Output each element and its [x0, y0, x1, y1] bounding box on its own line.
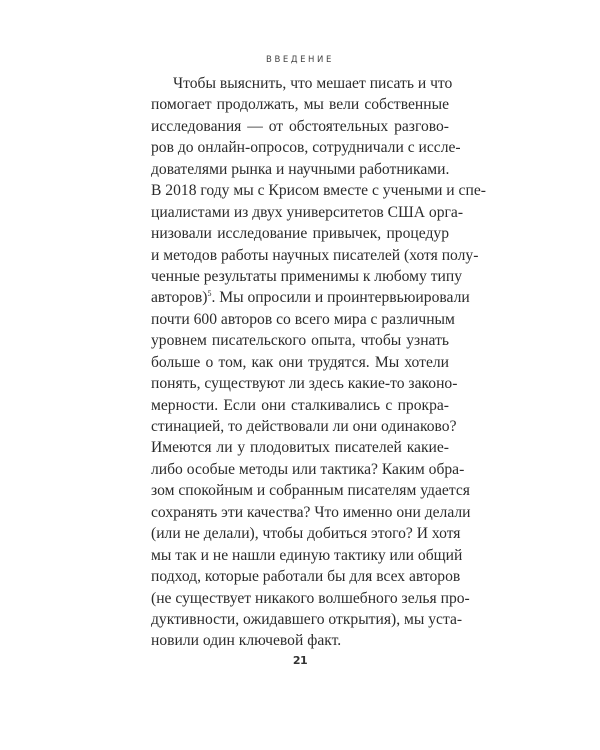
page-number: 21	[292, 654, 308, 667]
text-line: стинацией, то действовали ли они одинаково?	[151, 418, 457, 435]
text-line: зом спокойным и собранным писателям удается	[151, 482, 470, 500]
text-line: (или не делали), чтобы добиться этого? И хотя	[151, 525, 461, 543]
text-line: помогает продолжать, мы вели собственные	[151, 96, 449, 114]
text-line-with-footnote	[151, 287, 470, 308]
text-fragment: авторов)	[151, 289, 208, 307]
text-line: Имеются ли у плодовитых писателей какие-	[151, 439, 449, 457]
text-line: уровнем писательского опыта, чтобы узнать	[151, 332, 449, 350]
text-line: исследования — от обстоятельных разгово-	[151, 117, 449, 135]
text-line: мы так и не нашли единую тактику или общий	[151, 546, 463, 564]
text-line: и методов работы научных писателей (хотя полу-	[151, 246, 479, 264]
text-line: больше о том, как они трудятся. Мы хотели	[151, 353, 449, 371]
text-line: ров до онлайн-опросов, сотрудничали с иссле-	[151, 139, 461, 157]
text-line: новили один ключевой факт.	[151, 632, 342, 650]
text-line: низовали исследование привычек, процедур	[151, 225, 449, 243]
body-paragraph	[151, 73, 486, 652]
text-line: почти 600 авторов со всего мира с различным	[151, 310, 455, 328]
text-line: ченные результаты применимы к любому типу	[151, 267, 463, 285]
text-line: либо особые методы или тактика? Каким обра-	[151, 460, 465, 478]
text-line: сохранять эти качества? Что именно они делали	[151, 503, 471, 521]
text-line: дуктивности, ожидавшего открытия), мы уста-	[151, 610, 463, 628]
text-line: мерности. Если они сталкивались с прокра-	[151, 396, 449, 414]
text-line: циалистами из двух университетов США орга-	[151, 203, 464, 221]
text-line: понять, существуют ли здесь какие-то законо-	[151, 375, 458, 393]
footnote-marker[interactable]: 5	[207, 289, 212, 299]
running-head: ВВЕДЕНИЕ	[266, 55, 334, 65]
text-line: (не существует никакого волшебного зелья про-	[151, 589, 470, 607]
text-line: Чтобы выяснить, что мешает писать и что	[173, 75, 453, 92]
text-line: дователями рынка и научными работниками.	[151, 160, 450, 178]
text-line: В 2018 году мы с Крисом вместе с учеными и спе-	[151, 182, 486, 200]
text-line: подход, которые работали бы для всех авторов	[151, 568, 461, 586]
text-fragment: . Мы опросили и проинтервьюировали	[211, 289, 470, 307]
